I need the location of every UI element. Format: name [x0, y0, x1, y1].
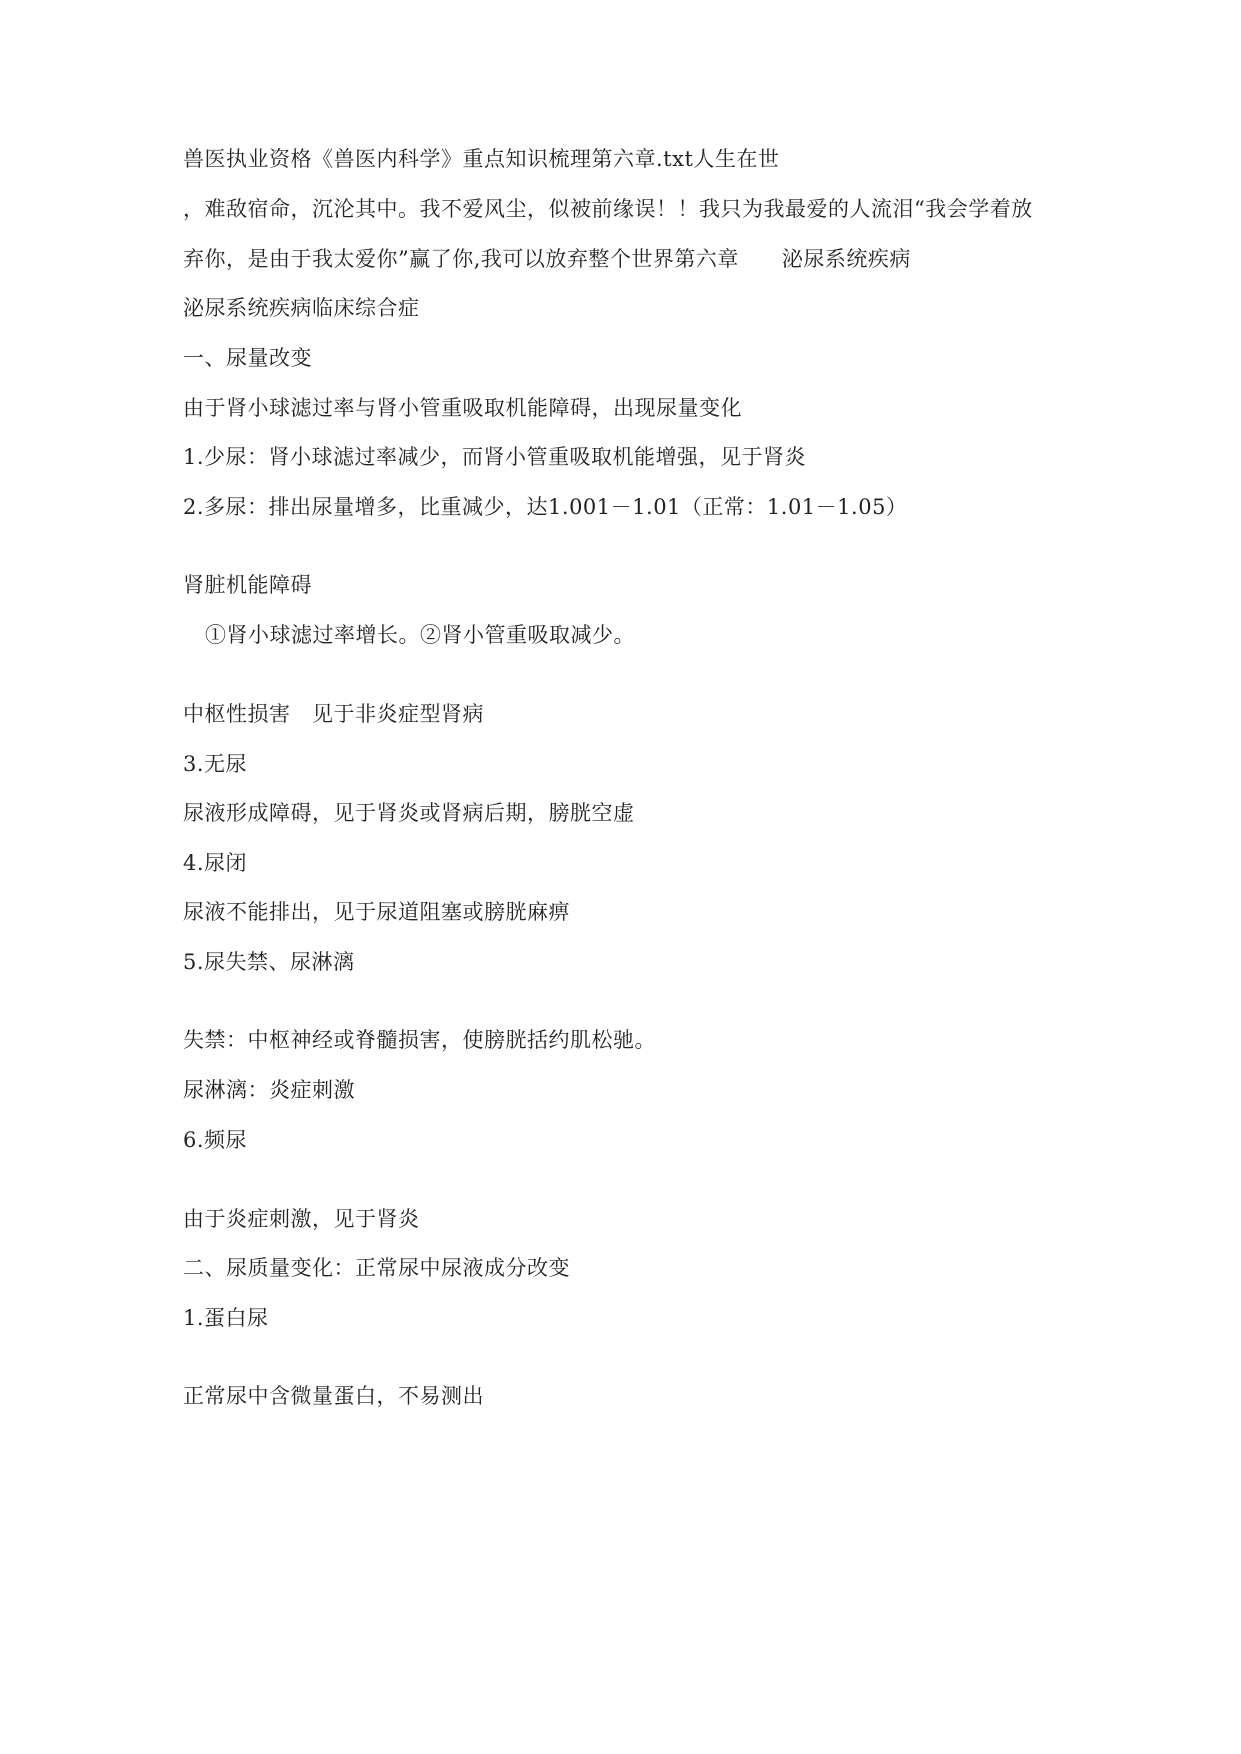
title-line: 兽医执业资格《兽医内科学》重点知识梳理第六章.txt人生在世 [183, 147, 780, 171]
text-line: 失禁：中枢神经或脊髓损害，使膀胱括约肌松驰。 [183, 1028, 656, 1052]
text-line: ①肾小球滤过率增长。②肾小管重吸取减少。 [205, 623, 635, 647]
list-item: 5.尿失禁、尿淋漓 [183, 950, 355, 974]
text-line: ，难敌宿命，沉沦其中。我不爱风尘，似被前缘误！！我只为我最爱的人流泪“我会学着放 [183, 197, 1033, 221]
text-line: 尿淋漓：炎症刺激 [183, 1078, 355, 1102]
text-line: 尿液不能排出，见于尿道阻塞或膀胱麻痹 [183, 900, 570, 924]
list-item: 6.频尿 [183, 1128, 248, 1152]
list-item: 3.无尿 [183, 752, 248, 776]
section-heading: 二、尿质量变化：正常尿中尿液成分改变 [183, 1256, 570, 1280]
list-item: 2.多尿：排出尿量增多，比重减少，达1.001－1.01（正常：1.01－1.05） [183, 495, 908, 519]
section-heading: 泌尿系统疾病临床综合症 [183, 296, 420, 320]
text-line: 肾脏机能障碍 [183, 573, 312, 597]
text-line: 弃你，是由于我太爱你”赢了你,我可以放弃整个世界第六章 泌尿系统疾病 [183, 247, 911, 271]
text-line: 正常尿中含微量蛋白，不易测出 [183, 1384, 484, 1408]
section-heading: 一、尿量改变 [183, 346, 312, 370]
list-item: 4.尿闭 [183, 851, 248, 875]
list-item: 1.蛋白尿 [183, 1306, 269, 1330]
text-line: 尿液形成障碍，见于肾炎或肾病后期，膀胱空虚 [183, 801, 635, 825]
text-line: 由于肾小球滤过率与肾小管重吸取机能障碍，出现尿量变化 [183, 396, 742, 420]
list-item: 1.少尿：肾小球滤过率减少，而肾小管重吸取机能增强，见于肾炎 [183, 445, 807, 469]
text-line: 由于炎症刺激，见于肾炎 [183, 1207, 420, 1231]
text-line: 中枢性损害 见于非炎症型肾病 [183, 702, 484, 726]
